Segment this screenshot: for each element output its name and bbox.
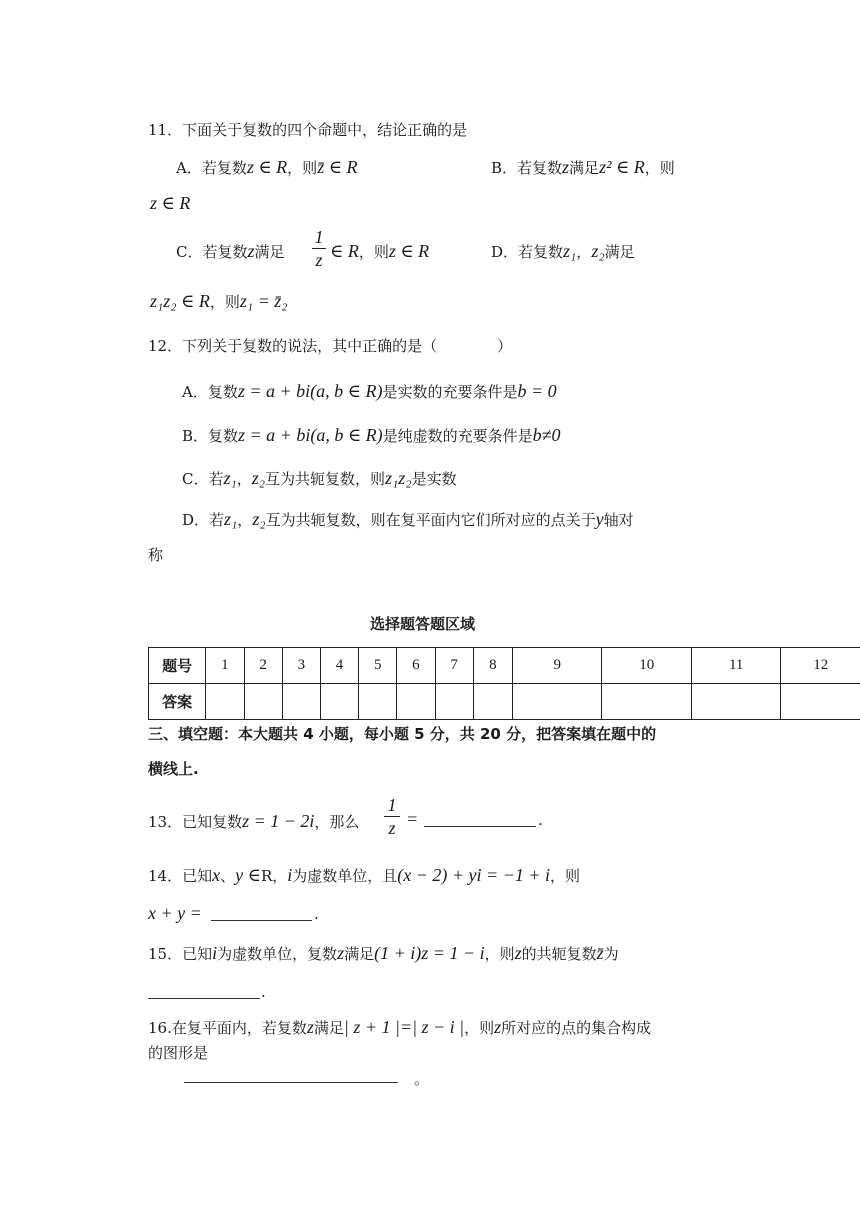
section3-heading: 三、填空题：本大题共 4 小题，每小题 5 分，共 20 分，把答案填在题中的 bbox=[148, 725, 657, 743]
q12-option-d bbox=[182, 510, 634, 528]
q13-period: . bbox=[538, 811, 543, 829]
q16-text4: 所对应的点的集合构成 bbox=[501, 1019, 652, 1037]
q11-d-text3: 满足 bbox=[604, 243, 635, 261]
q14-period: . bbox=[314, 905, 319, 923]
q11-option-c bbox=[176, 242, 285, 260]
q13-text2: ，那么 bbox=[314, 813, 360, 831]
q13-text: 13．已知复数 bbox=[148, 813, 243, 831]
q15-math: i bbox=[212, 943, 218, 963]
answer-cell[interactable] bbox=[282, 684, 320, 720]
q12-option-a bbox=[182, 382, 557, 400]
question-number-cell: 4 bbox=[320, 648, 358, 684]
question-number-cell: 9 bbox=[512, 648, 602, 684]
table-row-numbers bbox=[149, 648, 860, 684]
q15-text5: 的共轭复数 bbox=[521, 945, 597, 963]
q12-option-b bbox=[182, 426, 561, 444]
q16-text2: 满足 bbox=[313, 1019, 344, 1037]
q11-d-text: D．若复数 bbox=[491, 243, 564, 261]
q11-b-math2: z² ∈ R bbox=[599, 157, 645, 177]
q11-c-text: C．若复数 bbox=[176, 243, 248, 261]
q15-text3: 满足 bbox=[344, 945, 375, 963]
q12-a-math2: b = 0 bbox=[517, 381, 557, 401]
q15-answer-blank[interactable] bbox=[148, 998, 260, 999]
q16-text: 16.在复平面内，若复数 bbox=[148, 1019, 307, 1037]
q14-text3: ， bbox=[272, 867, 288, 885]
question-number-cell: 3 bbox=[282, 648, 320, 684]
q12-d-math3: y bbox=[595, 509, 604, 529]
q12-a-math: z = a + bi(a, b ∈ R) bbox=[237, 381, 383, 401]
q12-d-text4: 轴对 bbox=[603, 511, 634, 529]
q12-c-math3: z₁z₂ bbox=[385, 468, 412, 488]
q14 bbox=[148, 866, 580, 884]
q14-math: x bbox=[212, 865, 221, 885]
q13-answer-blank[interactable] bbox=[424, 826, 536, 827]
q12-c-math: z₁ bbox=[223, 468, 237, 488]
q13 bbox=[148, 812, 359, 830]
q16-math2: | z + 1 |=| z − i | bbox=[343, 1017, 465, 1037]
q11-b-text3: ，则 bbox=[644, 159, 675, 177]
answer-cell[interactable] bbox=[781, 684, 860, 720]
q16 bbox=[148, 1018, 651, 1036]
q12-a-text2: 是实数的充要条件是 bbox=[382, 383, 518, 401]
q15-text2: 为虚数单位，复数 bbox=[217, 945, 338, 963]
q12-c-math2: z₂ bbox=[251, 468, 266, 488]
q15-period: . bbox=[261, 983, 266, 1001]
question-number-cell: 8 bbox=[473, 648, 512, 684]
answer-cell[interactable] bbox=[320, 684, 358, 720]
q12-c-text3: 互为共轭复数，则 bbox=[265, 470, 386, 488]
q13-fraction bbox=[384, 796, 400, 837]
fraction-bar bbox=[312, 248, 326, 249]
q12-d-text3: 互为共轭复数，则在复平面内它们所对应的点关于 bbox=[265, 511, 596, 529]
q11-b-continued: z ∈ R bbox=[150, 193, 191, 213]
q11-stem: 11．下面关于复数的四个命题中，结论正确的是 bbox=[148, 121, 468, 139]
q11-b-text: B．若复数 bbox=[491, 159, 563, 177]
q11-c-math3: z ∈ R bbox=[388, 241, 430, 261]
q16-math3: z bbox=[494, 1017, 502, 1037]
q15-math2: z bbox=[337, 943, 345, 963]
q12-stem: 12．下列关于复数的说法，其中正确的是（ ） bbox=[148, 337, 513, 355]
q15-math4: z bbox=[514, 943, 522, 963]
q15-math3: (1 + i)z = 1 − i bbox=[374, 943, 485, 963]
q11-option-c-tail bbox=[330, 242, 429, 260]
q12-b-text2: 是纯虚数的充要条件是 bbox=[382, 427, 533, 445]
q11-option-a bbox=[176, 158, 358, 176]
q11-a-text: A．若复数 bbox=[176, 159, 247, 177]
q12-b-text: B．复数 bbox=[182, 427, 239, 445]
question-number-cell: 11 bbox=[691, 648, 781, 684]
question-number-cell: 6 bbox=[397, 648, 435, 684]
fraction-denominator: z bbox=[315, 250, 323, 270]
q14-math4: (x − 2) + yi = −1 + i bbox=[397, 865, 550, 885]
fraction-numerator: 1 bbox=[387, 795, 397, 815]
q16-text3: ，则 bbox=[464, 1019, 495, 1037]
q11-d-math2: z₂ bbox=[591, 241, 605, 261]
q14-math3: i bbox=[287, 865, 293, 885]
q11-d-cont-text: ，则 bbox=[209, 293, 240, 311]
answer-cell[interactable] bbox=[602, 684, 692, 720]
q15-text6: 为 bbox=[603, 945, 619, 963]
q12-c-text4: 是实数 bbox=[411, 470, 457, 488]
answer-cell[interactable] bbox=[359, 684, 397, 720]
section3-heading-cont: 横线上. bbox=[148, 760, 199, 778]
q11-d-math: z₁ bbox=[563, 241, 577, 261]
answer-cell[interactable] bbox=[691, 684, 781, 720]
q12-option-c bbox=[182, 469, 457, 487]
q12-d-math2: z₂ bbox=[252, 509, 266, 529]
q11-b-math: z bbox=[562, 157, 570, 177]
q11-c-text2: 满足 bbox=[254, 243, 285, 261]
q12-c-text2: ， bbox=[236, 470, 252, 488]
q12-d-text: D．若 bbox=[182, 511, 225, 529]
answer-cell[interactable] bbox=[397, 684, 435, 720]
q16-answer-blank[interactable] bbox=[184, 1082, 398, 1083]
answer-cell[interactable] bbox=[473, 684, 512, 720]
q15-text4: ，则 bbox=[484, 945, 515, 963]
q11-a-math: z ∈ R bbox=[246, 157, 288, 177]
row-label-answer: 答案 bbox=[149, 684, 206, 720]
question-number-cell: 2 bbox=[244, 648, 282, 684]
answer-cell[interactable] bbox=[206, 684, 244, 720]
q13-math: z = 1 − 2i bbox=[242, 811, 315, 831]
question-number-cell: 12 bbox=[781, 648, 860, 684]
q14-math2: y ∈ bbox=[235, 865, 261, 885]
q14-text4: 为虚数单位，且 bbox=[292, 867, 398, 885]
q14-answer-blank[interactable] bbox=[211, 920, 312, 921]
q11-d-cont-math2: z₁ = z̄₂ bbox=[239, 291, 288, 311]
q12-c-text: C．若 bbox=[182, 470, 224, 488]
question-number-cell: 5 bbox=[359, 648, 397, 684]
q16-line2: 的图形是 bbox=[148, 1044, 209, 1062]
q14-text5: ，则 bbox=[549, 867, 580, 885]
q11-c-math2: ∈ R bbox=[330, 241, 359, 261]
q14-real-set: R bbox=[260, 867, 273, 885]
q15-math5: z̄ bbox=[596, 943, 604, 963]
table-row-answers bbox=[149, 684, 860, 720]
answer-cell[interactable] bbox=[435, 684, 473, 720]
q16-period: 。 bbox=[414, 1070, 430, 1088]
q12-b-math2: b≠0 bbox=[532, 425, 561, 445]
fraction-bar bbox=[384, 816, 400, 817]
fraction-denominator: z bbox=[388, 818, 396, 838]
q15 bbox=[148, 944, 619, 962]
q13-equals: = bbox=[406, 809, 419, 829]
q11-d-continued bbox=[150, 292, 288, 310]
answer-area-title: 选择题答题区域 bbox=[370, 615, 476, 633]
answer-cell[interactable] bbox=[244, 684, 282, 720]
q12-d-continued: 称 bbox=[148, 546, 164, 564]
fraction-numerator: 1 bbox=[314, 227, 324, 247]
q14-text2: 、 bbox=[220, 867, 236, 885]
q11-b-text2: 满足 bbox=[569, 159, 600, 177]
q14-text: 14．已知 bbox=[148, 867, 213, 885]
q11-a-math2: z̄ ∈ R bbox=[317, 157, 358, 177]
answer-cell[interactable] bbox=[512, 684, 602, 720]
q11-d-text2: ， bbox=[576, 243, 592, 261]
q11-c-text3: ，则 bbox=[358, 243, 389, 261]
q11-option-d bbox=[491, 242, 635, 260]
q16-math: z bbox=[306, 1017, 314, 1037]
q12-b-math: z = a + bi(a, b ∈ R) bbox=[238, 425, 383, 445]
question-number-cell: 7 bbox=[435, 648, 473, 684]
q11-option-b bbox=[491, 158, 675, 176]
q14-line2: x + y = bbox=[148, 903, 202, 923]
q11-c-fraction bbox=[312, 228, 326, 269]
q11-c-math: z bbox=[247, 241, 255, 261]
q12-d-text2: ， bbox=[237, 511, 253, 529]
q12-a-text: A．复数 bbox=[182, 383, 238, 401]
q11-a-text2: ，则 bbox=[287, 159, 318, 177]
question-number-cell: 1 bbox=[206, 648, 244, 684]
q11-d-cont-math: z₁z₂ ∈ R bbox=[150, 291, 210, 311]
answer-table bbox=[148, 647, 860, 720]
row-label-question-number: 题号 bbox=[149, 648, 206, 684]
question-number-cell: 10 bbox=[602, 648, 692, 684]
q15-text: 15．已知 bbox=[148, 945, 213, 963]
q12-d-math: z₁ bbox=[224, 509, 238, 529]
